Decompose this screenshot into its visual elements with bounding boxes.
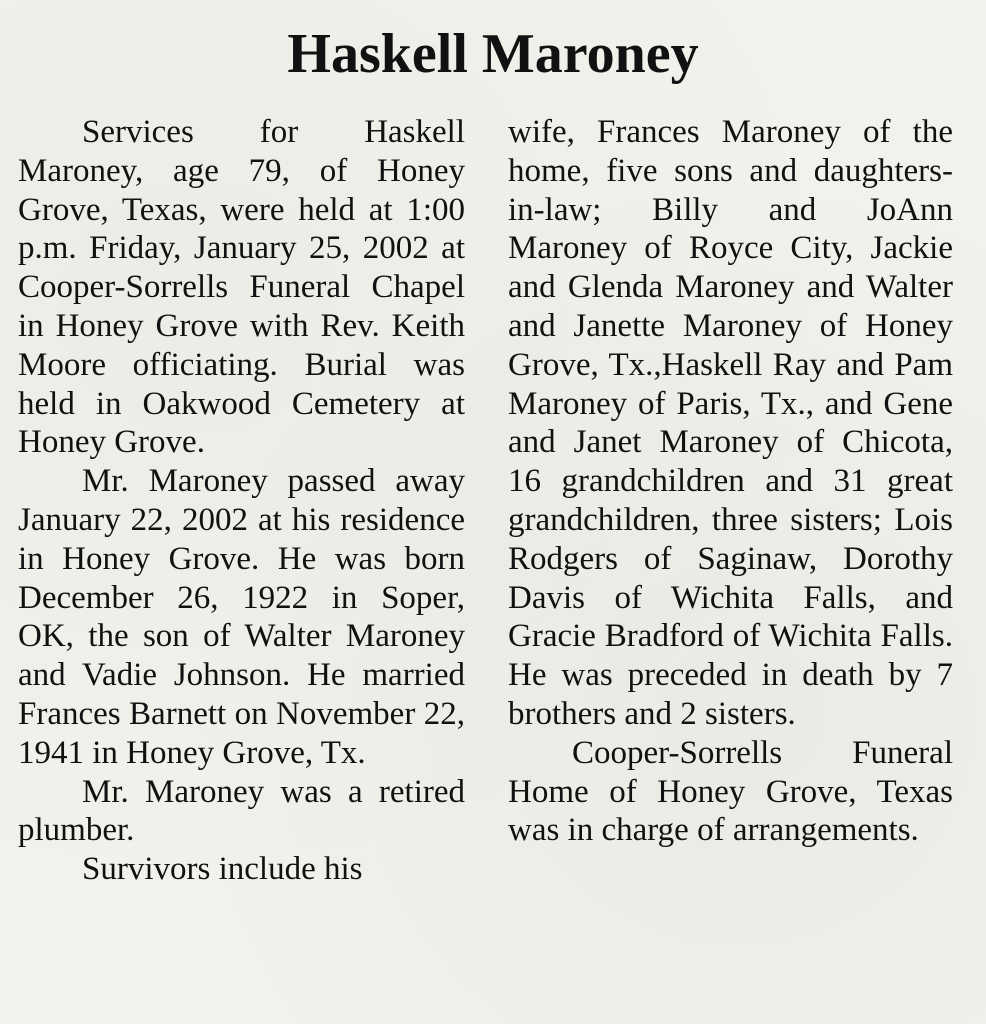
paragraph-survivors-continued: wife, Frances Maroney of the home, five sons and daughters-in-law; Billy and JoAnn Maroney of Royce City, Jackie and Glenda Maroney and Walter and Janette Maroney of Honey Grove, Tx.,Haskell Ray and Pam Maroney of Paris, Tx., and Gene and Janet Maroney of Chicota, 16 grandchildren and 31 great grandchildren, three sisters; Lois Rodgers of Saginaw, Dorothy Davis of Wichita Falls, and Gracie Bradford of Wichita Falls. He was preceded in death by 7 brothers and 2 sisters. [508,114,953,732]
paragraph-survivors-start: Survivors include his [82,851,363,888]
paragraph-biography: Mr. Maroney passed away January 22, 2002 at his residence in Honey Grove. He was born December 26, 1922 in Soper, OK, the son of Walter Maroney and Vadie Johnson. He married Frances Barnett on November 22, 1941 in Honey Grove, Tx. [18,463,465,771]
paragraph-arrangements: Cooper-Sorrells Funeral Home of Honey Grove, Texas was in charge of arrangements. [508,734,953,849]
text-column-left [18,113,465,889]
obituary-headline: Haskell Maroney [287,23,699,85]
paragraph-occupation: Mr. Maroney was a retired plumber. [18,773,465,849]
text-column-right [508,113,953,850]
paragraph-services: Services for Haskell Maroney, age 79, of Honey Grove, Texas, were held at 1:00 p.m. Friday, January 25, 2002 at Cooper-Sorrells Funeral Chapel in Honey Grove with Rev. Keith Moore officiating. Burial was held in Oakwood Cemetery at Honey Grove. [18,114,465,461]
